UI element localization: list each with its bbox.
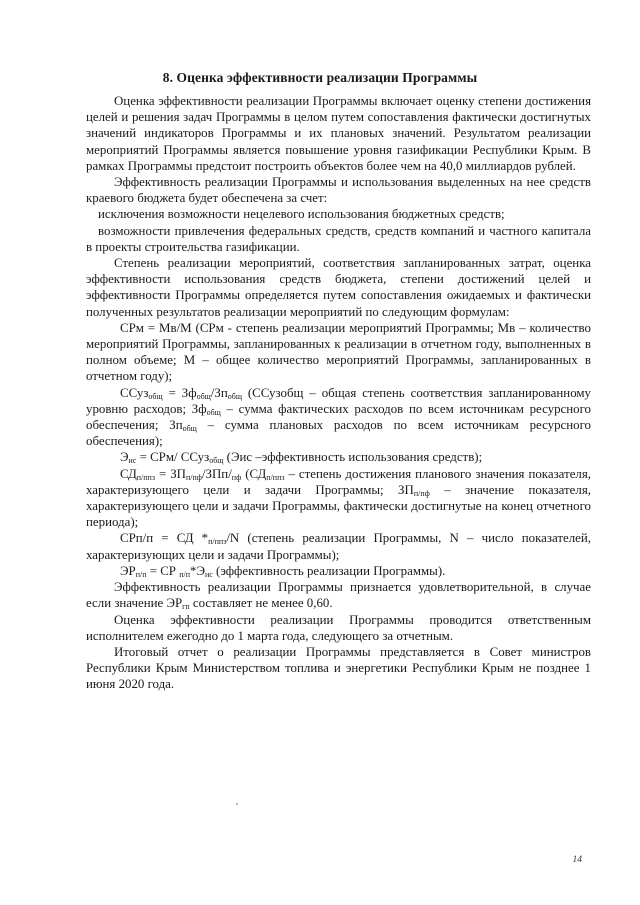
paragraph-evaluation-intro: Оценка эффективности реализации Программы включает оценку степени достижения целей и решения задач Программы в целом путем сопоставления фактически достигнутых значений индикаторов Программы и их плановых значений. Результатом реализации мероприятий Программы является повышение уровня газификации Республики Крым. В рамках Программы предстоит построить объектов более чем на 40,0 миллиардов рублей. bbox=[86, 94, 591, 173]
document-body bbox=[86, 93, 591, 693]
formula-sd: $СД_{п/ппз} = ЗП_{п/пф}/ЗПп/_{пф}$ ($СД_{п/ппз}$ – степень достижения планового значения показателя, характеризующего цели и задачи Программы; $ЗП_{п/пф}$ – значение показателя, характеризующего цели и задачи Программы, фактически достигнутые на конец отчетного периода); bbox=[86, 466, 592, 530]
formula-ccuz: ССуз$_{общ}$ = $Зф_{общ}/Зп_{общ}$ (ССузобщ – общая степень соответствия запланированному уровню расходов; $Зф_{общ}$ – сумма фактических расходов по всем источникам ресурсного обеспечения; $Зп_{общ}$ – сумма плановых расходов по всем источникам ресурсного обеспечения); bbox=[86, 385, 591, 449]
formula-erpp: $ЭР_{п/п}$ = СР $_{п/п}*Э_{ис}$ (эффективность реализации Программы). bbox=[120, 563, 446, 579]
list-item-funding: возможности привлечения федеральных средств, средств компаний и частного капитала в проекты строительства газификации. bbox=[86, 223, 591, 254]
formula-eis: $Э_{ис} = СРм/$ ССуз$_{общ}$ (Эис –эффективность использования средств); bbox=[120, 450, 483, 466]
paragraph-efficiency-ensured: Эффективность реализации Программы и использования выделенных на нее средств краевого бюджета будет обеспечена за счет: bbox=[86, 175, 591, 206]
formula-crm: СРм = Мв/М (СРм - степень реализации мероприятий Программы; Мв – количество мероприятий Программы, запланированных к реализации в отчетном году, выполненных в полном объеме; М – общее количество мероприятий Программы, запланированных в отчетном году); bbox=[86, 320, 591, 384]
formula-crpp: СРп/п = СД $*_{п/ппз}/N$ (степень реализации Программы, N – число показателей, характеризующих цели и задачи Программы); bbox=[86, 531, 591, 562]
list-item-misuse: исключения возможности нецелевого использования бюджетных средств; bbox=[98, 207, 505, 222]
scan-speck bbox=[236, 803, 238, 805]
paragraph-satisfactory-threshold: Эффективность реализации Программы признается удовлетворительной, в случае если значение $ЭР_{гп}$ составляет не менее 0,60. bbox=[86, 580, 591, 612]
paragraph-formulas-intro: Степень реализации мероприятий, соответствия запланированных затрат, оценка эффективности использования средств бюджета, степени достижений целей и эффективности Программы определяется путем сопоставления ожидаемых и фактически полученных результатов реализации мероприятий по следующим формулам: bbox=[86, 256, 591, 319]
paragraph-final-report: Итоговый отчет о реализации Программы представляется в Совет министров Республики Крым Министерством топлива и энергетики Республики Крым не позднее 1 июня 2020 года. bbox=[86, 644, 591, 692]
page-number: 14 bbox=[572, 855, 582, 865]
section-heading: 8. Оценка эффективности реализации Программы bbox=[162, 70, 478, 85]
paragraph-annual-evaluation: Оценка эффективности реализации Программы проводится ответственным исполнителем ежегодно до 1 марта года, следующего за отчетным. bbox=[86, 612, 591, 643]
